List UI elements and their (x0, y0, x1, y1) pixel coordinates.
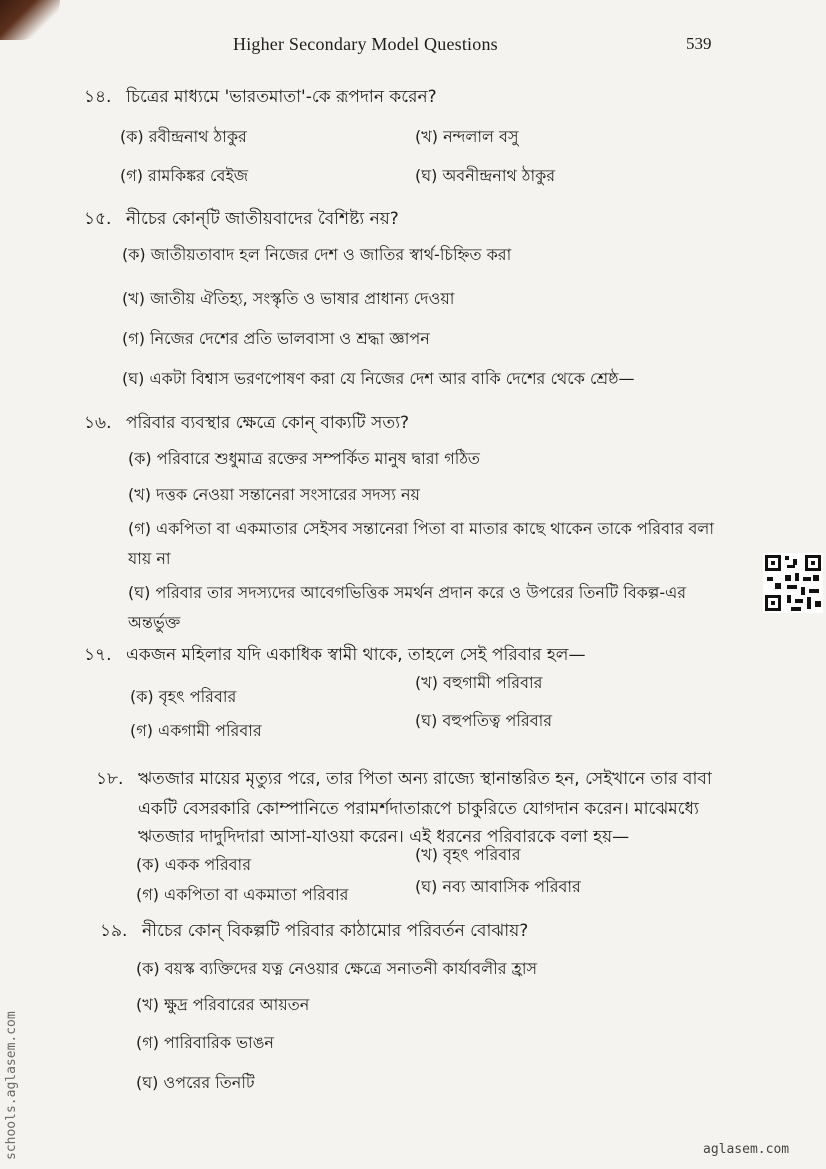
option-kha: (খ) বৃহৎ পরিবার (415, 845, 521, 864)
side-watermark: schools.aglasem.com (4, 1011, 19, 1160)
page-corner-shadow (0, 0, 60, 40)
question-text-line-1: ঋতজার মায়ের মৃত্যুর পরে, তার পিতা অন্য রাজ্যে স্থানান্তরিত হন, সেইখানে তার বাবা (138, 769, 712, 789)
question-text: নীচের কোন্‌ বিকল্পটি পরিবার কাঠামোর পরিবর্তন বোঝায়? (142, 921, 529, 941)
option-gha: (ঘ) ওপরের তিনটি (136, 1073, 255, 1092)
page-number: 539 (686, 34, 712, 53)
option-ka: (ক) বয়স্ক ব্যক্তিদের যত্ন নেওয়ার ক্ষেত্রে সনাতনী কার্যাবলীর হ্রাস (136, 959, 538, 978)
option-ka: (ক) একক পরিবার (136, 855, 251, 874)
option-gha: (ঘ) একটা বিশ্বাস ভরণপোষণ করা যে নিজের দেশ আর বাকি দেশের থেকে শ্রেষ্ঠ— (122, 369, 635, 388)
option-ka: (ক) পরিবারে শুধুমাত্র রক্তের সম্পর্কিত মানুষ দ্বারা গঠিত (128, 449, 480, 468)
question-18-line-2: একটি বেসরকারি কোম্পানিতে পরামর্শদাতারূপে চাকুরিতে যোগদান করেন। মাঝেমধ্যে (138, 799, 699, 819)
option-ga: (গ) একপিতা বা একমাতার সেইসব সন্তানেরা পিতা বা মাতার কাছে থাকেন তাকে পরিবার বলা যায় না (128, 519, 714, 568)
question-text: পরিবার ব্যবস্থার ক্ষেত্রে কোন্‌ বাক্যটি সত্য? (126, 413, 410, 433)
question-number: ১৬. (84, 413, 112, 433)
question-number: ১৭. (84, 645, 112, 665)
option-ka: (ক) বৃহৎ পরিবার (130, 687, 237, 706)
option-gha: (ঘ) বহুপতিত্ব পরিবার (415, 711, 553, 730)
bottom-watermark: aglasem.com (703, 1142, 790, 1157)
option-ga: (গ) একপিতা বা একমাতা পরিবার (136, 885, 349, 904)
question-number: ১৮. (96, 769, 124, 789)
option-ga: (গ) পারিবারিক ভাঙন (136, 1033, 274, 1052)
option-kha: (খ) ক্ষুদ্র পরিবারের আয়তন (136, 995, 310, 1014)
question-16 (84, 410, 409, 438)
qr-code-icon (763, 553, 823, 613)
option-ka: (ক) রবীন্দ্রনাথ ঠাকুর (120, 127, 247, 146)
question-19 (100, 918, 528, 946)
option-gha: (ঘ) পরিবার তার সদস্যদের আবেগভিত্তিক সমর্থন প্রদান করে ও উপরের তিনটি বিকল্প-এর অন্তর্ভুক্ত (128, 583, 687, 632)
option-ga: (গ) একগামী পরিবার (130, 721, 262, 740)
question-18 (96, 766, 712, 794)
question-14 (84, 84, 437, 112)
question-text: একজন মহিলার যদি একাধিক স্বামী থাকে, তাহলে সেই পরিবার হল— (126, 645, 586, 665)
question-18-line-3: ঋতজার দাদুদিদারা আসা-যাওয়া করেন। এই ধরনের পরিবারকে বলা হয়— (138, 827, 630, 847)
page-header-title: Higher Secondary Model Questions (233, 34, 498, 54)
question-17 (84, 642, 585, 670)
option-ga: (গ) রামকিঙ্কর বেইজ (120, 166, 249, 185)
question-text: নীচের কোন্‌টি জাতীয়বাদের বৈশিষ্ট্য নয়? (126, 209, 399, 229)
option-kha: (খ) নন্দলাল বসু (415, 127, 519, 146)
option-gha: (ঘ) নব্য আবাসিক পরিবার (415, 877, 581, 896)
option-gha: (ঘ) অবনীন্দ্রনাথ ঠাকুর (415, 166, 556, 185)
option-ga: (গ) নিজের দেশের প্রতি ভালবাসা ও শ্রদ্ধা জ্ঞাপন (122, 329, 430, 348)
option-kha: (খ) বহুগামী পরিবার (415, 673, 543, 692)
option-kha: (খ) দত্তক নেওয়া সন্তানেরা সংসারের সদস্য নয় (128, 485, 420, 504)
question-15 (84, 206, 399, 234)
question-number: ১৫. (84, 209, 112, 229)
question-number: ১৯. (100, 921, 128, 941)
option-ka: (ক) জাতীয়তাবাদ হল নিজের দেশ ও জাতির স্বার্থ-চিহ্নিত করা (122, 245, 512, 264)
option-kha: (খ) জাতীয় ঐতিহ্য, সংস্কৃতি ও ভাষার প্রাধান্য দেওয়া (122, 289, 455, 308)
question-number: ১৪. (84, 87, 112, 107)
question-text: চিত্রের মাধ্যমে 'ভারতমাতা'-কে রূপদান করেন? (126, 87, 437, 107)
